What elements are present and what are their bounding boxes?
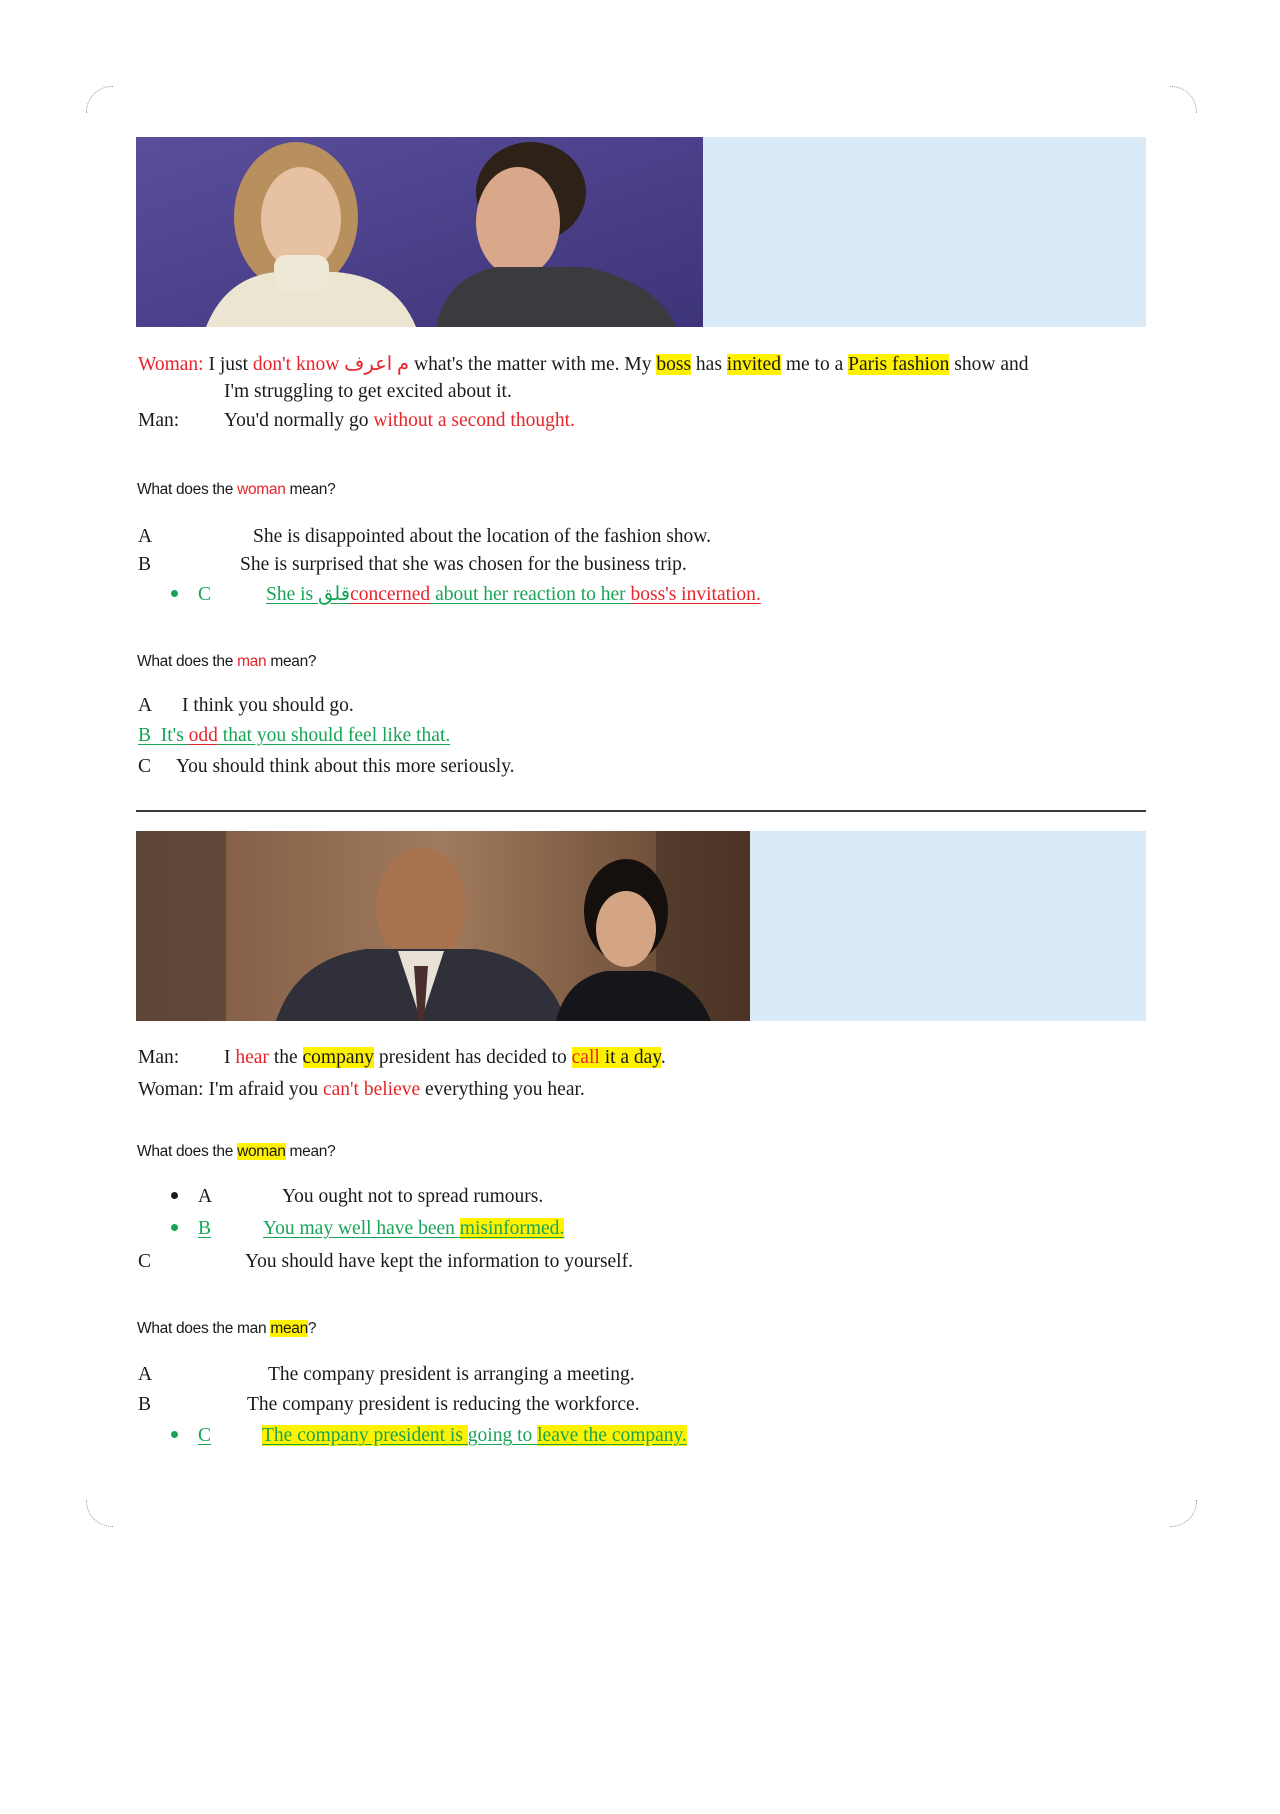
dialogue-text: I just xyxy=(203,354,253,375)
option-text: The company president is reducing the workforce. xyxy=(247,1394,640,1415)
speaker-label-man: Man: xyxy=(138,410,180,431)
answer-text: . xyxy=(755,584,761,605)
question-text: mean? xyxy=(266,653,317,670)
question-1-1 xyxy=(137,481,335,499)
option-correct xyxy=(138,724,450,748)
photo-man-and-woman xyxy=(136,831,750,1021)
bullet-icon xyxy=(171,1224,178,1231)
arabic-translation: م اعرف xyxy=(339,354,415,375)
dialogue-text: I xyxy=(224,1047,236,1068)
answer-text: It's xyxy=(160,725,189,746)
option-text: She is disappointed about the location of the fashion show. xyxy=(253,526,711,547)
option-letter: A xyxy=(138,1364,153,1385)
option-text: You ought not to spread rumours. xyxy=(282,1186,544,1207)
answer-keyword-red: boss's invitation xyxy=(630,584,756,605)
section-divider xyxy=(136,810,1146,812)
option-text: She is surprised that she was chosen for the business trip. xyxy=(240,554,687,575)
option-text: You should have kept the information to yourself. xyxy=(245,1251,633,1272)
dialogue-text-red: hear xyxy=(235,1047,269,1068)
option-letter: A xyxy=(198,1186,213,1207)
question-text: mean? xyxy=(285,1143,336,1160)
option-letter: B xyxy=(138,1394,152,1415)
option-text: You should think about this more seriously. xyxy=(176,756,515,777)
question-keyword: woman xyxy=(237,1143,286,1160)
option-letter: C xyxy=(138,756,152,777)
question-1-2 xyxy=(137,653,316,671)
option-correct xyxy=(171,1424,211,1448)
option-correct-text xyxy=(262,1424,687,1448)
option-row xyxy=(171,1185,212,1209)
answer-text: She is xyxy=(266,584,319,605)
page-corner-mark xyxy=(86,86,113,113)
option-letter: C xyxy=(198,1425,212,1446)
question-text: What does the xyxy=(137,481,238,498)
option-letter: C xyxy=(138,1251,152,1272)
dialogue-text: what's the matter with me. My xyxy=(414,354,657,375)
dialogue-woman-line xyxy=(138,1078,585,1102)
dialogue-text: has xyxy=(691,354,727,375)
question-text: What does the man xyxy=(137,1320,271,1337)
answer-keyword-highlight: The company president is xyxy=(262,1425,468,1446)
dialogue-text: president has decided to xyxy=(374,1047,572,1068)
dialogue-woman-line-2: I'm struggling to get excited about it. xyxy=(224,381,512,402)
dialogue-text: me to a xyxy=(780,354,849,375)
dialogue-man-line xyxy=(224,1046,666,1070)
answer-keyword-highlight: misinformed. xyxy=(459,1218,565,1239)
option-letter: A xyxy=(138,695,153,716)
option-text: I think you should go. xyxy=(182,695,354,716)
banner-1 xyxy=(136,137,1146,327)
question-text: What does the xyxy=(137,1143,238,1160)
answer-text: about her reaction to her xyxy=(430,584,631,605)
highlighted-word: boss xyxy=(656,354,692,375)
speaker-label-man: Man: xyxy=(138,1047,180,1068)
question-text: ? xyxy=(307,1320,317,1337)
dialogue-woman-line-1 xyxy=(138,353,1028,377)
answer-text: that you should feel like that. xyxy=(217,725,451,746)
highlighted-word: company xyxy=(302,1047,374,1068)
banner-2 xyxy=(136,831,1146,1021)
option-letter: A xyxy=(138,526,153,547)
question-2-1 xyxy=(137,1143,335,1161)
answer-text: going to xyxy=(467,1425,538,1446)
photo-woman-and-man xyxy=(136,137,703,327)
option-letter: B xyxy=(138,725,152,746)
highlighted-word: it a day xyxy=(599,1047,661,1068)
answer-keyword-red: concerned xyxy=(350,584,431,605)
dialogue-text: show and xyxy=(949,354,1029,375)
question-keyword: mean xyxy=(270,1320,308,1337)
answer-text: You may well have been xyxy=(263,1218,460,1239)
question-keyword: man xyxy=(237,653,267,670)
bullet-icon xyxy=(171,1192,178,1199)
page-corner-mark xyxy=(86,1500,113,1527)
option-letter: B xyxy=(198,1218,212,1239)
speaker-label-woman: Woman: xyxy=(138,354,204,375)
dialogue-text-red: don't know xyxy=(252,354,340,375)
option-text: The company president is arranging a meeting. xyxy=(268,1364,635,1385)
bullet-icon xyxy=(171,590,178,597)
answer-keyword-red: odd xyxy=(188,725,218,746)
dialogue-text-red: without a second thought. xyxy=(373,410,575,431)
highlighted-word: invited xyxy=(726,354,781,375)
option-letter: B xyxy=(138,554,152,575)
dialogue-text: the xyxy=(268,1047,303,1068)
highlighted-word-red: call xyxy=(571,1047,600,1068)
option-correct-text xyxy=(266,583,761,607)
option-letter: C xyxy=(198,584,212,605)
question-keyword: woman xyxy=(237,481,286,498)
highlighted-word: Paris fashion xyxy=(848,354,950,375)
question-text: mean? xyxy=(285,481,336,498)
option-correct-text xyxy=(263,1217,564,1241)
dialogue-text: I'm afraid you xyxy=(203,1079,323,1100)
bullet-icon xyxy=(171,1431,178,1438)
question-2-2 xyxy=(137,1320,316,1338)
dialogue-text: You'd normally go xyxy=(224,410,374,431)
page-corner-mark xyxy=(1170,1500,1197,1527)
arabic-translation: قلق xyxy=(318,584,351,605)
option-correct xyxy=(171,583,211,607)
dialogue-man-line xyxy=(224,409,575,433)
dialogue-text-red: can't believe xyxy=(322,1079,421,1100)
dialogue-text: everything you hear. xyxy=(420,1079,585,1100)
page-corner-mark xyxy=(1170,86,1197,113)
option-correct xyxy=(171,1217,211,1241)
question-text: What does the xyxy=(137,653,238,670)
dialogue-text: . xyxy=(660,1047,666,1068)
speaker-label-woman: Woman: xyxy=(138,1079,204,1100)
answer-keyword-highlight: leave the company. xyxy=(537,1425,687,1446)
